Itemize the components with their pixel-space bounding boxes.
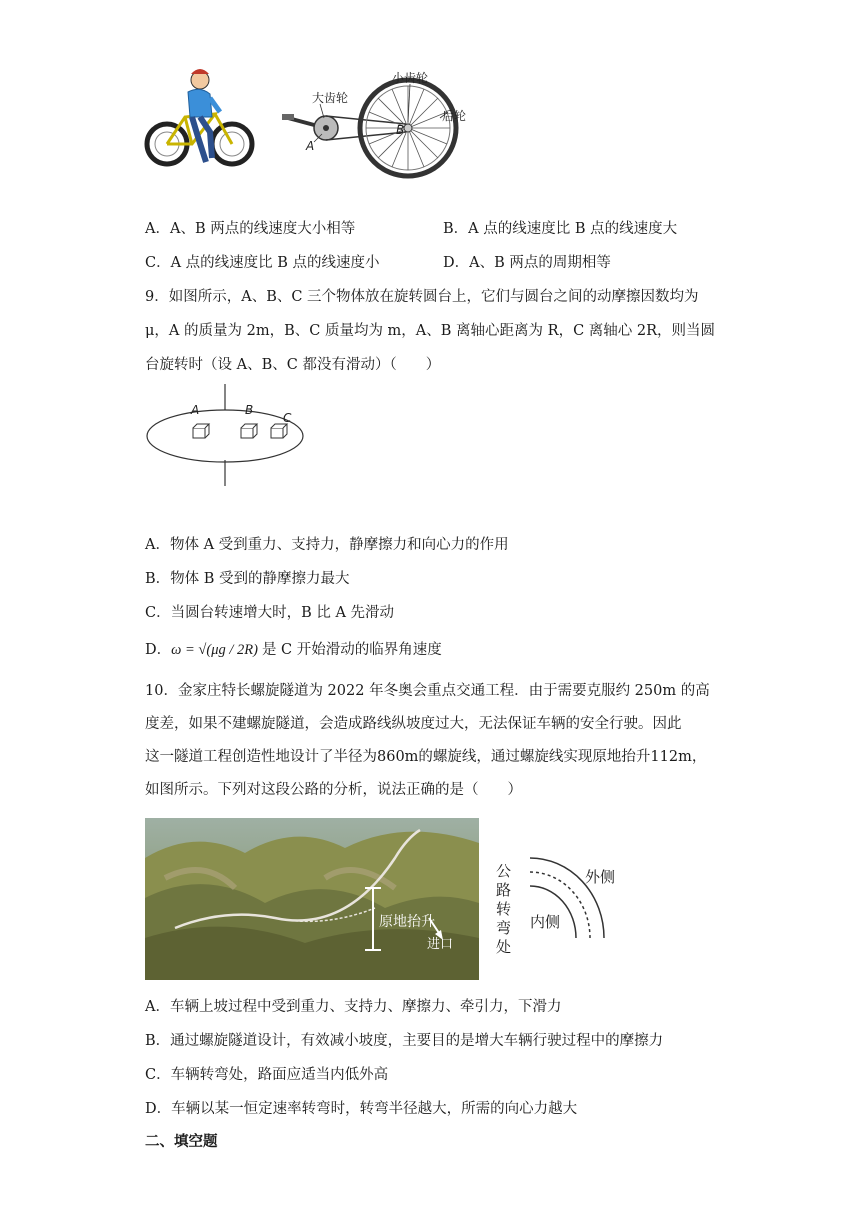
q9-stem-line-3: 台旋转时（设 A、B、C 都没有滑动）（ ） <box>145 357 441 373</box>
box-a-label: A <box>191 403 200 417</box>
q8-options-row-2 <box>145 253 745 273</box>
q10-stem-line-3: 这一隧道工程创造性地设计了半径为860m的螺旋线，通过螺旋线实现原地抬升112m， <box>145 749 707 765</box>
q9-option-d-prefix: D． <box>145 642 172 658</box>
small-gear-label: 小齿轮 <box>392 71 429 85</box>
q9-stem-line-2: μ，A 的质量为 2m，B、C 质量均为 m，A、B 离轴心距离为 R，C 离轴心 2R，则当圆 <box>145 323 716 339</box>
q8-options-row-1 <box>145 219 745 239</box>
q9-option-c[interactable]: C．当圆台转速增大时，B 比 A 先滑动 <box>145 605 395 621</box>
q10-stem-line-1: 10．金家庄特长螺旋隧道为 2022 年冬奥会重点交通工程．由于需要克服约 250m 的高 <box>145 683 710 699</box>
box-b-label: B <box>245 403 254 417</box>
point-b-label: B <box>396 123 405 137</box>
q10-option-d[interactable]: D．车辆以某一恒定速率转弯时，转弯半径越大，所需的向心力越大 <box>145 1101 578 1117</box>
q9-option-d-formula: ω = √(μg / 2R) <box>171 642 258 658</box>
q8-option-d[interactable]: D．A、B 两点的周期相等 <box>443 255 611 271</box>
gear-wheel-diagram <box>280 60 480 180</box>
bicycle-rider-figure <box>140 62 260 172</box>
q10-stem-line-4: 如图所示。下列对这段公路的分析，说法正确的是（ ） <box>145 782 522 798</box>
q10-option-a[interactable]: A．车辆上坡过程中受到重力、支持力、摩擦力、牵引力，下滑力 <box>145 999 562 1015</box>
q9-stem-line-1: 9．如图所示，A、B、C 三个物体放在旋转圆台上，它们与圆台之间的动摩擦因数均为 <box>145 289 699 305</box>
q9-option-b[interactable]: B．物体 B 受到的静摩擦力最大 <box>145 571 350 587</box>
inner-side-label: 内侧 <box>530 913 561 931</box>
q8-option-b[interactable]: B．A 点的线速度比 B 点的线速度大 <box>443 221 678 237</box>
q9-option-a[interactable]: A．物体 A 受到重力、支持力，静摩擦力和向心力的作用 <box>145 537 509 553</box>
q8-option-a[interactable]: A．A、B 两点的线速度大小相等 <box>145 221 356 237</box>
curve-vertical-label: 公路转弯处 <box>496 862 512 956</box>
lift-label: 原地抬升 <box>379 914 435 930</box>
q9-option-d[interactable] <box>145 640 442 660</box>
outer-side-label: 外侧 <box>585 868 616 886</box>
rear-wheel-label: 后轮 <box>442 109 467 123</box>
turntable-figure <box>145 382 315 490</box>
section-title: 二、填空题 <box>145 1134 218 1150</box>
big-gear-label: 大齿轮 <box>312 91 349 105</box>
q9-option-d-suffix: 是 C 开始滑动的临界角速度 <box>261 642 442 658</box>
point-a-label: A <box>306 139 315 153</box>
q10-option-c[interactable]: C．车辆转弯处，路面应适当内低外高 <box>145 1067 389 1083</box>
q10-stem-line-2: 度差，如果不建螺旋隧道，会造成路线纵坡度过大，无法保证车辆的安全行驶。因此 <box>145 716 682 732</box>
spiral-tunnel-photo <box>145 818 479 980</box>
q10-option-b[interactable]: B．通过螺旋隧道设计，有效减小坡度，主要目的是增大车辆行驶过程中的摩擦力 <box>145 1033 664 1049</box>
box-c-label: C <box>283 411 292 425</box>
entrance-label: 进口 <box>427 937 454 952</box>
q8-option-c[interactable]: C．A 点的线速度比 B 点的线速度小 <box>145 255 380 271</box>
